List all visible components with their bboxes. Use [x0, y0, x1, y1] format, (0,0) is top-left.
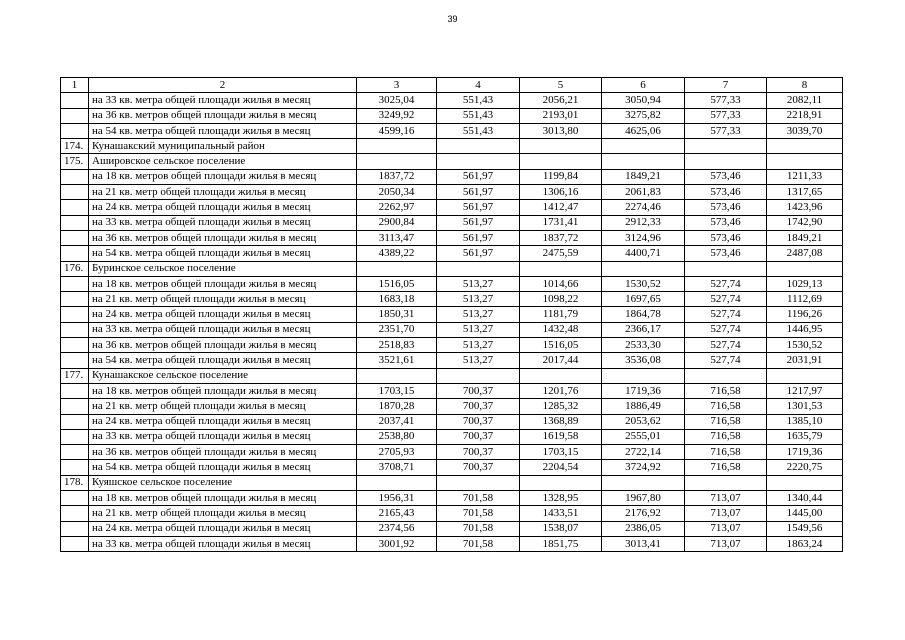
value-cell: 3124,96: [602, 230, 685, 245]
value-cell: [602, 261, 685, 276]
value-cell: 716,58: [685, 399, 767, 414]
description-cell: на 24 кв. метра общей площади жилья в месяц: [89, 307, 357, 322]
value-cell: 513,27: [437, 307, 520, 322]
row-index-cell: 175.: [61, 154, 89, 169]
value-cell: 2900,84: [357, 215, 437, 230]
value-cell: [357, 368, 437, 383]
column-header: 2: [89, 78, 357, 93]
value-cell: [767, 475, 843, 490]
value-cell: 713,07: [685, 521, 767, 536]
value-cell: 577,33: [685, 108, 767, 123]
value-cell: 2056,21: [520, 93, 602, 108]
value-cell: 1837,72: [357, 169, 437, 184]
value-cell: 1731,41: [520, 215, 602, 230]
value-cell: 1530,52: [602, 276, 685, 291]
value-cell: 2050,34: [357, 185, 437, 200]
row-index-cell: [61, 307, 89, 322]
description-cell: на 33 кв. метра общей площади жилья в месяц: [89, 322, 357, 337]
group-row: [61, 475, 843, 490]
value-cell: 3275,82: [602, 108, 685, 123]
value-cell: 701,58: [437, 506, 520, 521]
value-cell: [602, 154, 685, 169]
value-cell: 2386,05: [602, 521, 685, 536]
value-cell: 1703,15: [520, 445, 602, 460]
value-cell: 3536,08: [602, 353, 685, 368]
value-cell: 1181,79: [520, 307, 602, 322]
value-cell: 701,58: [437, 521, 520, 536]
value-cell: 1635,79: [767, 429, 843, 444]
value-cell: [685, 261, 767, 276]
value-cell: 1385,10: [767, 414, 843, 429]
row-index-cell: [61, 230, 89, 245]
value-cell: 3025,04: [357, 93, 437, 108]
page-number: 39: [447, 14, 458, 24]
value-cell: 561,97: [437, 230, 520, 245]
value-cell: 1863,24: [767, 536, 843, 551]
column-header: 4: [437, 78, 520, 93]
value-cell: 3050,94: [602, 93, 685, 108]
value-cell: [602, 368, 685, 383]
table-row: [61, 521, 843, 536]
value-cell: 716,58: [685, 414, 767, 429]
description-cell: на 21 кв. метр общей площади жилья в месяц: [89, 399, 357, 414]
value-cell: 1956,31: [357, 491, 437, 506]
row-index-cell: [61, 506, 89, 521]
group-name-cell: Ашировское сельское поселение: [89, 154, 357, 169]
table-row: [61, 399, 843, 414]
table-row: [61, 246, 843, 261]
value-cell: 573,46: [685, 246, 767, 261]
value-cell: 2061,83: [602, 185, 685, 200]
group-name-cell: Кунашакский муниципальный район: [89, 139, 357, 154]
row-index-cell: [61, 414, 89, 429]
value-cell: 1870,28: [357, 399, 437, 414]
value-cell: [767, 154, 843, 169]
value-cell: 716,58: [685, 383, 767, 398]
value-cell: 551,43: [437, 108, 520, 123]
value-cell: 701,58: [437, 491, 520, 506]
value-cell: 1886,49: [602, 399, 685, 414]
row-index-cell: 178.: [61, 475, 89, 490]
row-index-cell: [61, 338, 89, 353]
value-cell: 1285,32: [520, 399, 602, 414]
value-cell: 2082,11: [767, 93, 843, 108]
value-cell: 1850,31: [357, 307, 437, 322]
value-cell: 1423,96: [767, 200, 843, 215]
group-row: [61, 139, 843, 154]
value-cell: 1538,07: [520, 521, 602, 536]
table-row: [61, 93, 843, 108]
row-index-cell: [61, 491, 89, 506]
description-cell: на 18 кв. метров общей площади жилья в месяц: [89, 169, 357, 184]
value-cell: 1340,44: [767, 491, 843, 506]
description-cell: на 54 кв. метра общей площади жилья в месяц: [89, 353, 357, 368]
row-index-cell: [61, 276, 89, 291]
value-cell: 716,58: [685, 460, 767, 475]
value-cell: 2274,46: [602, 200, 685, 215]
value-cell: 1703,15: [357, 383, 437, 398]
value-cell: 1211,33: [767, 169, 843, 184]
value-cell: 561,97: [437, 246, 520, 261]
value-cell: 700,37: [437, 383, 520, 398]
value-cell: 713,07: [685, 506, 767, 521]
value-cell: 527,74: [685, 307, 767, 322]
row-index-cell: [61, 93, 89, 108]
group-name-cell: Куяшское сельское поселение: [89, 475, 357, 490]
value-cell: 573,46: [685, 230, 767, 245]
table-row: [61, 200, 843, 215]
value-cell: 2705,93: [357, 445, 437, 460]
value-cell: 513,27: [437, 276, 520, 291]
table-row: [61, 322, 843, 337]
description-cell: на 36 кв. метров общей площади жилья в месяц: [89, 108, 357, 123]
value-cell: 1742,90: [767, 215, 843, 230]
value-cell: [685, 139, 767, 154]
value-cell: 3039,70: [767, 123, 843, 138]
value-cell: 1112,69: [767, 292, 843, 307]
value-cell: 2053,62: [602, 414, 685, 429]
value-cell: 513,27: [437, 292, 520, 307]
value-cell: 700,37: [437, 429, 520, 444]
value-cell: [357, 139, 437, 154]
description-cell: на 33 кв. метра общей площади жилья в месяц: [89, 215, 357, 230]
value-cell: [437, 154, 520, 169]
table-row: [61, 445, 843, 460]
value-cell: [520, 139, 602, 154]
value-cell: 513,27: [437, 353, 520, 368]
value-cell: 551,43: [437, 93, 520, 108]
description-cell: на 54 кв. метра общей площади жилья в месяц: [89, 460, 357, 475]
value-cell: 527,74: [685, 338, 767, 353]
description-cell: на 24 кв. метра общей площади жилья в месяц: [89, 414, 357, 429]
value-cell: 2193,01: [520, 108, 602, 123]
table-row: [61, 307, 843, 322]
value-cell: [520, 475, 602, 490]
value-cell: [685, 368, 767, 383]
table-row: [61, 429, 843, 444]
value-cell: 1864,78: [602, 307, 685, 322]
description-cell: на 36 кв. метров общей площади жилья в месяц: [89, 445, 357, 460]
description-cell: на 21 кв. метр общей площади жилья в месяц: [89, 506, 357, 521]
description-cell: на 18 кв. метров общей площади жилья в месяц: [89, 276, 357, 291]
value-cell: 1014,66: [520, 276, 602, 291]
description-cell: на 54 кв. метра общей площади жилья в месяц: [89, 123, 357, 138]
row-index-cell: 176.: [61, 261, 89, 276]
row-index-cell: [61, 445, 89, 460]
row-index-cell: [61, 108, 89, 123]
value-cell: 573,46: [685, 200, 767, 215]
row-index-cell: [61, 322, 89, 337]
value-cell: 3724,92: [602, 460, 685, 475]
value-cell: 3001,92: [357, 536, 437, 551]
value-cell: 1328,95: [520, 491, 602, 506]
value-cell: 1217,97: [767, 383, 843, 398]
value-cell: 527,74: [685, 353, 767, 368]
value-cell: [357, 154, 437, 169]
value-cell: 577,33: [685, 123, 767, 138]
table-row: [61, 491, 843, 506]
value-cell: 2218,91: [767, 108, 843, 123]
value-cell: 2533,30: [602, 338, 685, 353]
value-cell: 2538,80: [357, 429, 437, 444]
row-index-cell: [61, 399, 89, 414]
value-cell: 2176,92: [602, 506, 685, 521]
row-index-cell: 174.: [61, 139, 89, 154]
value-cell: 1301,53: [767, 399, 843, 414]
value-cell: 561,97: [437, 185, 520, 200]
value-cell: 2487,08: [767, 246, 843, 261]
value-cell: 2518,83: [357, 338, 437, 353]
value-cell: [685, 154, 767, 169]
table-row: [61, 108, 843, 123]
row-index-cell: 177.: [61, 368, 89, 383]
value-cell: 551,43: [437, 123, 520, 138]
row-index-cell: [61, 246, 89, 261]
group-row: [61, 368, 843, 383]
value-cell: [520, 368, 602, 383]
value-cell: [437, 368, 520, 383]
value-cell: 4625,06: [602, 123, 685, 138]
value-cell: 527,74: [685, 322, 767, 337]
value-cell: 1432,48: [520, 322, 602, 337]
column-header: 7: [685, 78, 767, 93]
value-cell: 577,33: [685, 93, 767, 108]
row-index-cell: [61, 200, 89, 215]
value-cell: [602, 139, 685, 154]
value-cell: 573,46: [685, 185, 767, 200]
table-row: [61, 536, 843, 551]
value-cell: 2165,43: [357, 506, 437, 521]
value-cell: 1201,76: [520, 383, 602, 398]
description-cell: на 36 кв. метров общей площади жилья в месяц: [89, 338, 357, 353]
value-cell: [437, 261, 520, 276]
value-cell: 4599,16: [357, 123, 437, 138]
table-row: [61, 169, 843, 184]
value-cell: 700,37: [437, 414, 520, 429]
value-cell: 716,58: [685, 445, 767, 460]
value-cell: 527,74: [685, 292, 767, 307]
value-cell: 1029,13: [767, 276, 843, 291]
value-cell: 1719,36: [602, 383, 685, 398]
row-index-cell: [61, 460, 89, 475]
description-cell: на 18 кв. метров общей площади жилья в месяц: [89, 491, 357, 506]
value-cell: 2220,75: [767, 460, 843, 475]
value-cell: [767, 139, 843, 154]
column-header: 3: [357, 78, 437, 93]
value-cell: 2722,14: [602, 445, 685, 460]
value-cell: 1849,21: [602, 169, 685, 184]
column-header: 6: [602, 78, 685, 93]
table-row: [61, 185, 843, 200]
value-cell: 3013,80: [520, 123, 602, 138]
value-cell: 1368,89: [520, 414, 602, 429]
value-cell: 1619,58: [520, 429, 602, 444]
value-cell: 2475,59: [520, 246, 602, 261]
group-row: [61, 261, 843, 276]
value-cell: 573,46: [685, 215, 767, 230]
group-name-cell: Буринское сельское поселение: [89, 261, 357, 276]
description-cell: на 24 кв. метра общей площади жилья в месяц: [89, 521, 357, 536]
value-cell: 2037,41: [357, 414, 437, 429]
value-cell: 700,37: [437, 399, 520, 414]
table-row: [61, 123, 843, 138]
value-cell: 3113,47: [357, 230, 437, 245]
value-cell: 2555,01: [602, 429, 685, 444]
row-index-cell: [61, 429, 89, 444]
row-index-cell: [61, 185, 89, 200]
description-cell: на 54 кв. метра общей площади жилья в месяц: [89, 246, 357, 261]
group-row: [61, 154, 843, 169]
description-cell: на 21 кв. метр общей площади жилья в месяц: [89, 185, 357, 200]
value-cell: 3521,61: [357, 353, 437, 368]
value-cell: [767, 261, 843, 276]
description-cell: на 24 кв. метра общей площади жилья в месяц: [89, 200, 357, 215]
value-cell: 1849,21: [767, 230, 843, 245]
table-row: [61, 292, 843, 307]
value-cell: 700,37: [437, 460, 520, 475]
value-cell: 713,07: [685, 491, 767, 506]
value-cell: 513,27: [437, 338, 520, 353]
value-cell: 2374,56: [357, 521, 437, 536]
value-cell: [520, 154, 602, 169]
column-header: 1: [61, 78, 89, 93]
table-row: [61, 215, 843, 230]
table-row: [61, 276, 843, 291]
value-cell: 1719,36: [767, 445, 843, 460]
row-index-cell: [61, 169, 89, 184]
tariff-table: [60, 77, 843, 552]
value-cell: 700,37: [437, 445, 520, 460]
value-cell: 513,27: [437, 322, 520, 337]
table-row: [61, 460, 843, 475]
table-row: [61, 383, 843, 398]
value-cell: 1837,72: [520, 230, 602, 245]
value-cell: 561,97: [437, 215, 520, 230]
value-cell: 1412,47: [520, 200, 602, 215]
value-cell: 561,97: [437, 200, 520, 215]
table-row: [61, 230, 843, 245]
value-cell: [357, 261, 437, 276]
value-cell: 527,74: [685, 276, 767, 291]
description-cell: на 18 кв. метров общей площади жилья в месяц: [89, 383, 357, 398]
value-cell: [357, 475, 437, 490]
value-cell: 716,58: [685, 429, 767, 444]
value-cell: 3013,41: [602, 536, 685, 551]
description-cell: на 33 кв. метра общей площади жилья в месяц: [89, 429, 357, 444]
value-cell: 1306,16: [520, 185, 602, 200]
value-cell: 1199,84: [520, 169, 602, 184]
value-cell: 2262,97: [357, 200, 437, 215]
row-index-cell: [61, 123, 89, 138]
row-index-cell: [61, 292, 89, 307]
value-cell: [437, 139, 520, 154]
value-cell: 1697,65: [602, 292, 685, 307]
description-cell: на 33 кв. метра общей площади жилья в месяц: [89, 93, 357, 108]
description-cell: на 36 кв. метров общей площади жилья в месяц: [89, 230, 357, 245]
row-index-cell: [61, 521, 89, 536]
row-index-cell: [61, 215, 89, 230]
row-index-cell: [61, 536, 89, 551]
value-cell: 2031,91: [767, 353, 843, 368]
description-cell: на 33 кв. метра общей площади жилья в месяц: [89, 536, 357, 551]
value-cell: [767, 368, 843, 383]
value-cell: 713,07: [685, 536, 767, 551]
table-row: [61, 338, 843, 353]
value-cell: 1516,05: [520, 338, 602, 353]
value-cell: 1446,95: [767, 322, 843, 337]
group-name-cell: Кунашакское сельское поселение: [89, 368, 357, 383]
column-header: 8: [767, 78, 843, 93]
value-cell: 2351,70: [357, 322, 437, 337]
value-cell: 1196,26: [767, 307, 843, 322]
value-cell: 1098,22: [520, 292, 602, 307]
value-cell: [437, 475, 520, 490]
value-cell: 2912,33: [602, 215, 685, 230]
value-cell: 1851,75: [520, 536, 602, 551]
description-cell: на 21 кв. метр общей площади жилья в месяц: [89, 292, 357, 307]
table-row: [61, 353, 843, 368]
value-cell: 3708,71: [357, 460, 437, 475]
value-cell: 573,46: [685, 169, 767, 184]
column-header: 5: [520, 78, 602, 93]
value-cell: 1549,56: [767, 521, 843, 536]
value-cell: 1445,00: [767, 506, 843, 521]
value-cell: 561,97: [437, 169, 520, 184]
table-body: [61, 78, 843, 552]
value-cell: 2204,54: [520, 460, 602, 475]
row-index-cell: [61, 383, 89, 398]
value-cell: [520, 261, 602, 276]
value-cell: 1683,18: [357, 292, 437, 307]
value-cell: 4389,22: [357, 246, 437, 261]
value-cell: 1516,05: [357, 276, 437, 291]
value-cell: 2017,44: [520, 353, 602, 368]
value-cell: 3249,92: [357, 108, 437, 123]
value-cell: 1967,80: [602, 491, 685, 506]
value-cell: 1530,52: [767, 338, 843, 353]
value-cell: [602, 475, 685, 490]
table-row: [61, 414, 843, 429]
value-cell: 1317,65: [767, 185, 843, 200]
value-cell: 701,58: [437, 536, 520, 551]
value-cell: [685, 475, 767, 490]
header-row: [61, 78, 843, 93]
value-cell: 1433,51: [520, 506, 602, 521]
table-row: [61, 506, 843, 521]
value-cell: 4400,71: [602, 246, 685, 261]
value-cell: 2366,17: [602, 322, 685, 337]
row-index-cell: [61, 353, 89, 368]
